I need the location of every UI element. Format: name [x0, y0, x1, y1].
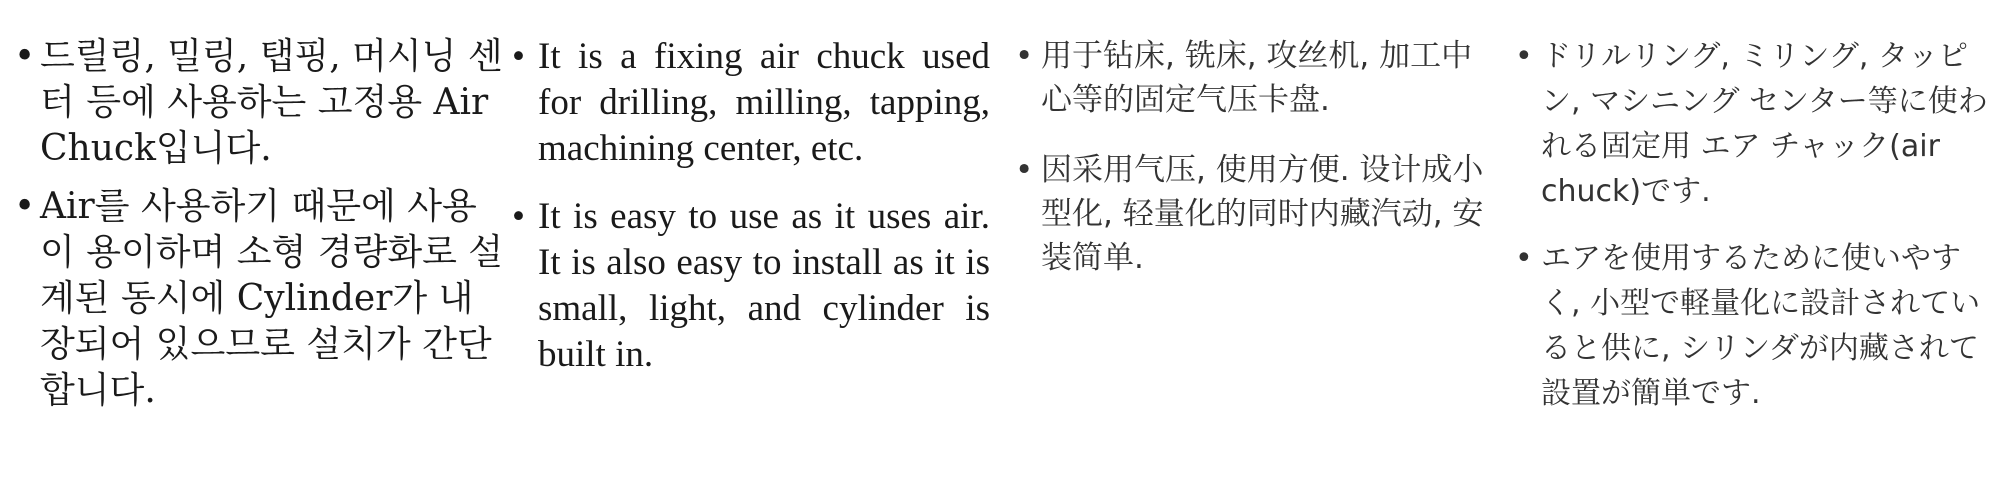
bullet-icon: • [1015, 38, 1034, 74]
korean-feature-item [14, 34, 504, 172]
bullet-icon: • [512, 36, 525, 77]
japanese-feature-text: ドリルリング, ミリング, タッピン, マシニング センター等に使われる固定用 エア チャック(air chuck)です. [1541, 39, 1988, 209]
japanese-column [1515, 34, 1999, 430]
chinese-feature-text: 用于钻床, 铣床, 攻丝机, 加工中心等的固定气压卡盘. [1041, 38, 1473, 118]
chinese-feature-text: 因采用气压, 使用方便. 设计成小型化, 轻量化的同时内藏汽动, 安装简单. [1041, 152, 1484, 276]
english-feature-text: It is easy to use as it uses air. It is also easy to install as it is small, light, and cylinder is built in. [538, 196, 990, 375]
english-feature-item [512, 194, 990, 378]
japanese-feature-item [1515, 236, 1999, 416]
bullet-icon: • [512, 196, 525, 237]
korean-column [14, 34, 504, 428]
japanese-feature-text: エアを使用するために使いやすく, 小型で軽量化に設計されていると供に, シリンダが内藏されて設置が簡単です. [1541, 241, 1981, 411]
bullet-icon: • [1515, 39, 1533, 74]
japanese-feature-item [1515, 34, 1999, 214]
bullet-icon: • [14, 186, 36, 227]
english-column [512, 34, 990, 392]
korean-feature-text: Air를 사용하기 때문에 사용이 용이하며 소형 경량화로 설계된 동시에 Cylinder가 내장되어 있으므로 설치가 간단합니다. [40, 186, 504, 411]
bullet-icon: • [14, 36, 36, 77]
english-feature-text: It is a fixing air chuck used for drilling, milling, tapping, machining center, etc. [538, 36, 990, 169]
chinese-column [1015, 34, 1485, 294]
bullet-icon: • [1015, 152, 1034, 188]
bullet-icon: • [1515, 241, 1533, 276]
chinese-feature-item [1015, 148, 1485, 280]
english-feature-item [512, 34, 990, 172]
chinese-feature-item [1015, 34, 1485, 122]
korean-feature-item [14, 184, 504, 414]
korean-feature-text: 드릴링, 밀링, 탭핑, 머시닝 센터 등에 사용하는 고정용 Air Chuck입니다. [40, 36, 503, 169]
